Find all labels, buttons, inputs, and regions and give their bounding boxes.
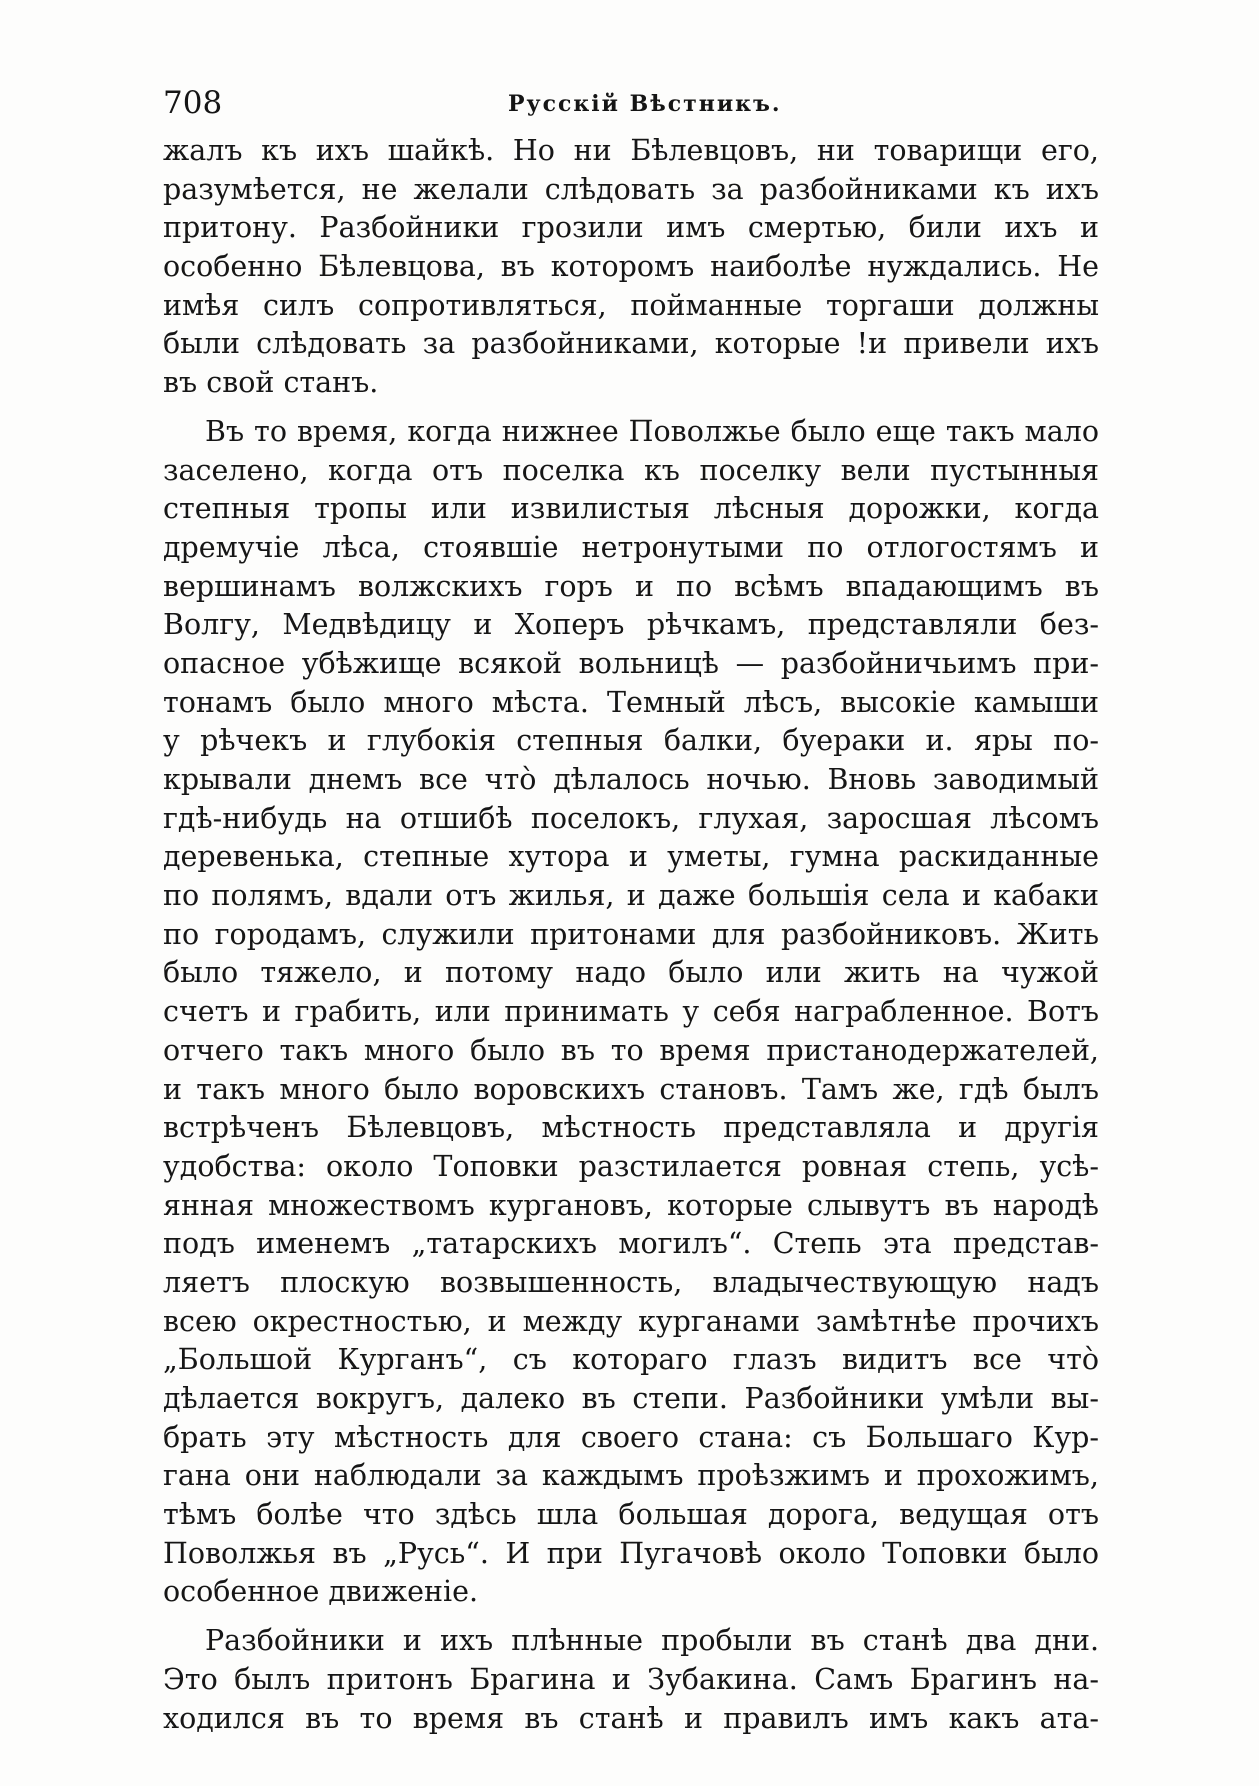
text-line: дремучіе лѣса, стоявшіе нетронутыми по отлогостямъ и	[163, 530, 1099, 564]
text-line: удобства: около Топовки разстилается ровная степь, усѣ-	[163, 1149, 1099, 1183]
text-line: по полямъ, вдали отъ жилья, и даже большія села и кабаки	[163, 879, 1099, 913]
text-line: Въ то время, когда нижнее Поволжье было еще такъ мало	[205, 414, 1099, 448]
text-line: всею окрестностью, и между курганами замѣтнѣе прочихъ	[163, 1304, 1099, 1338]
text-line: „Большой Курганъ“, съ котораго глазъ видитъ все что̀	[163, 1343, 1099, 1377]
text-line: и такъ много было воровскихъ становъ. Тамъ же, гдѣ былъ	[163, 1072, 1099, 1106]
text-line: ходился въ то время въ станѣ и правилъ имъ какъ ата-	[163, 1701, 1099, 1735]
text-line: встрѣченъ Бѣлевцовъ, мѣстность представляла и другія	[163, 1111, 1099, 1145]
text-line: притону. Разбойники грозили имъ смертью, били ихъ и	[163, 211, 1099, 245]
text-line: особенно Бѣлевцова, въ которомъ наиболѣе нуждались. Не	[163, 250, 1099, 284]
text-line: крывали днемъ все что̀ дѣлалось ночью. Вновь заводимый	[163, 763, 1099, 796]
text-line: по городамъ, служили притонами для разбойниковъ. Жить	[163, 917, 1099, 951]
text-line: брать эту мѣстность для своего стана: съ Большаго Кур-	[163, 1420, 1099, 1454]
text-line: подъ именемъ „татарскихъ могилъ“. Степь эта представ-	[163, 1227, 1099, 1261]
body-text	[163, 132, 1099, 1738]
text-line: жалъ къ ихъ шайкѣ. Но ни Бѣлевцовъ, ни товарищи его,	[163, 134, 1099, 167]
journal-title: Русскій Вѣстникъ.	[508, 91, 782, 117]
text-line: Волгу, Медвѣдицу и Хоперъ рѣчкамъ, представляли без-	[163, 608, 1099, 642]
text-line: опасное убѣжище всякой вольницѣ — разбойничьимъ при-	[163, 646, 1099, 680]
text-line: тѣмъ болѣе что здѣсь шла большая дорога, ведущая отъ	[163, 1498, 1099, 1532]
text-line: ляетъ плоскую возвышенность, владычествующую надъ	[163, 1265, 1099, 1299]
text-line: янная множествомъ кургановъ, которые слывутъ въ народѣ	[163, 1188, 1099, 1222]
text-line: степныя тропы или извилистыя лѣсныя дорожки, когда	[163, 492, 1099, 526]
text-line: было тяжело, и потому надо было или жить на чужой	[163, 956, 1099, 990]
text-line: у рѣчекъ и глубокія степныя балки, буераки и. яры по-	[163, 724, 1099, 758]
text-line: въ свой станъ.	[163, 366, 379, 400]
text-line: особенное движеніе.	[163, 1575, 479, 1609]
text-line: Разбойники и ихъ плѣнные пробыли въ станѣ два дни.	[205, 1624, 1099, 1658]
running-head	[163, 85, 1093, 131]
text-line: были слѣдовать за разбойниками, которые !и привели ихъ	[163, 327, 1099, 361]
text-line: заселено, когда отъ поселка къ поселку вели пустынныя	[163, 453, 1099, 487]
text-line: Поволжья въ „Русь“. И при Пугачовѣ около Топовки было	[163, 1536, 1099, 1570]
page-number: 708	[163, 85, 223, 121]
text-line: отчего такъ много было въ то время пристанодержателей,	[163, 1033, 1099, 1067]
text-line: вершинамъ волжскихъ горъ и по всѣмъ впадающимъ въ	[163, 569, 1099, 603]
paragraph-gap	[163, 403, 1099, 413]
paragraph-gap	[163, 1612, 1099, 1622]
text-line: деревенька, степные хутора и уметы, гумна раскиданные	[163, 840, 1099, 874]
text-line: тонамъ было много мѣста. Темный лѣсъ, высокіе камыши	[163, 685, 1099, 719]
paragraph	[163, 1622, 1099, 1738]
text-line: гдѣ-нибудь на отшибѣ поселокъ, глухая, заросшая лѣсомъ	[163, 801, 1099, 835]
text-line: разумѣется, не желали слѣдовать за разбойниками къ ихъ	[163, 172, 1099, 206]
text-line: гана они наблюдали за каждымъ проѣзжимъ и прохожимъ,	[163, 1459, 1099, 1493]
text-line: счетъ и грабить, или принимать у себя награбленное. Вотъ	[163, 995, 1099, 1029]
text-line: имѣя силъ сопротивляться, пойманные торгаши должны	[163, 288, 1099, 322]
text-line: дѣлается вокругъ, далеко въ степи. Разбойники умѣли вы-	[163, 1382, 1099, 1415]
text-line: Это былъ притонъ Брагина и Зубакина. Самъ Брагинъ на-	[163, 1662, 1099, 1696]
paragraph	[163, 132, 1099, 403]
paragraph	[163, 413, 1099, 1612]
